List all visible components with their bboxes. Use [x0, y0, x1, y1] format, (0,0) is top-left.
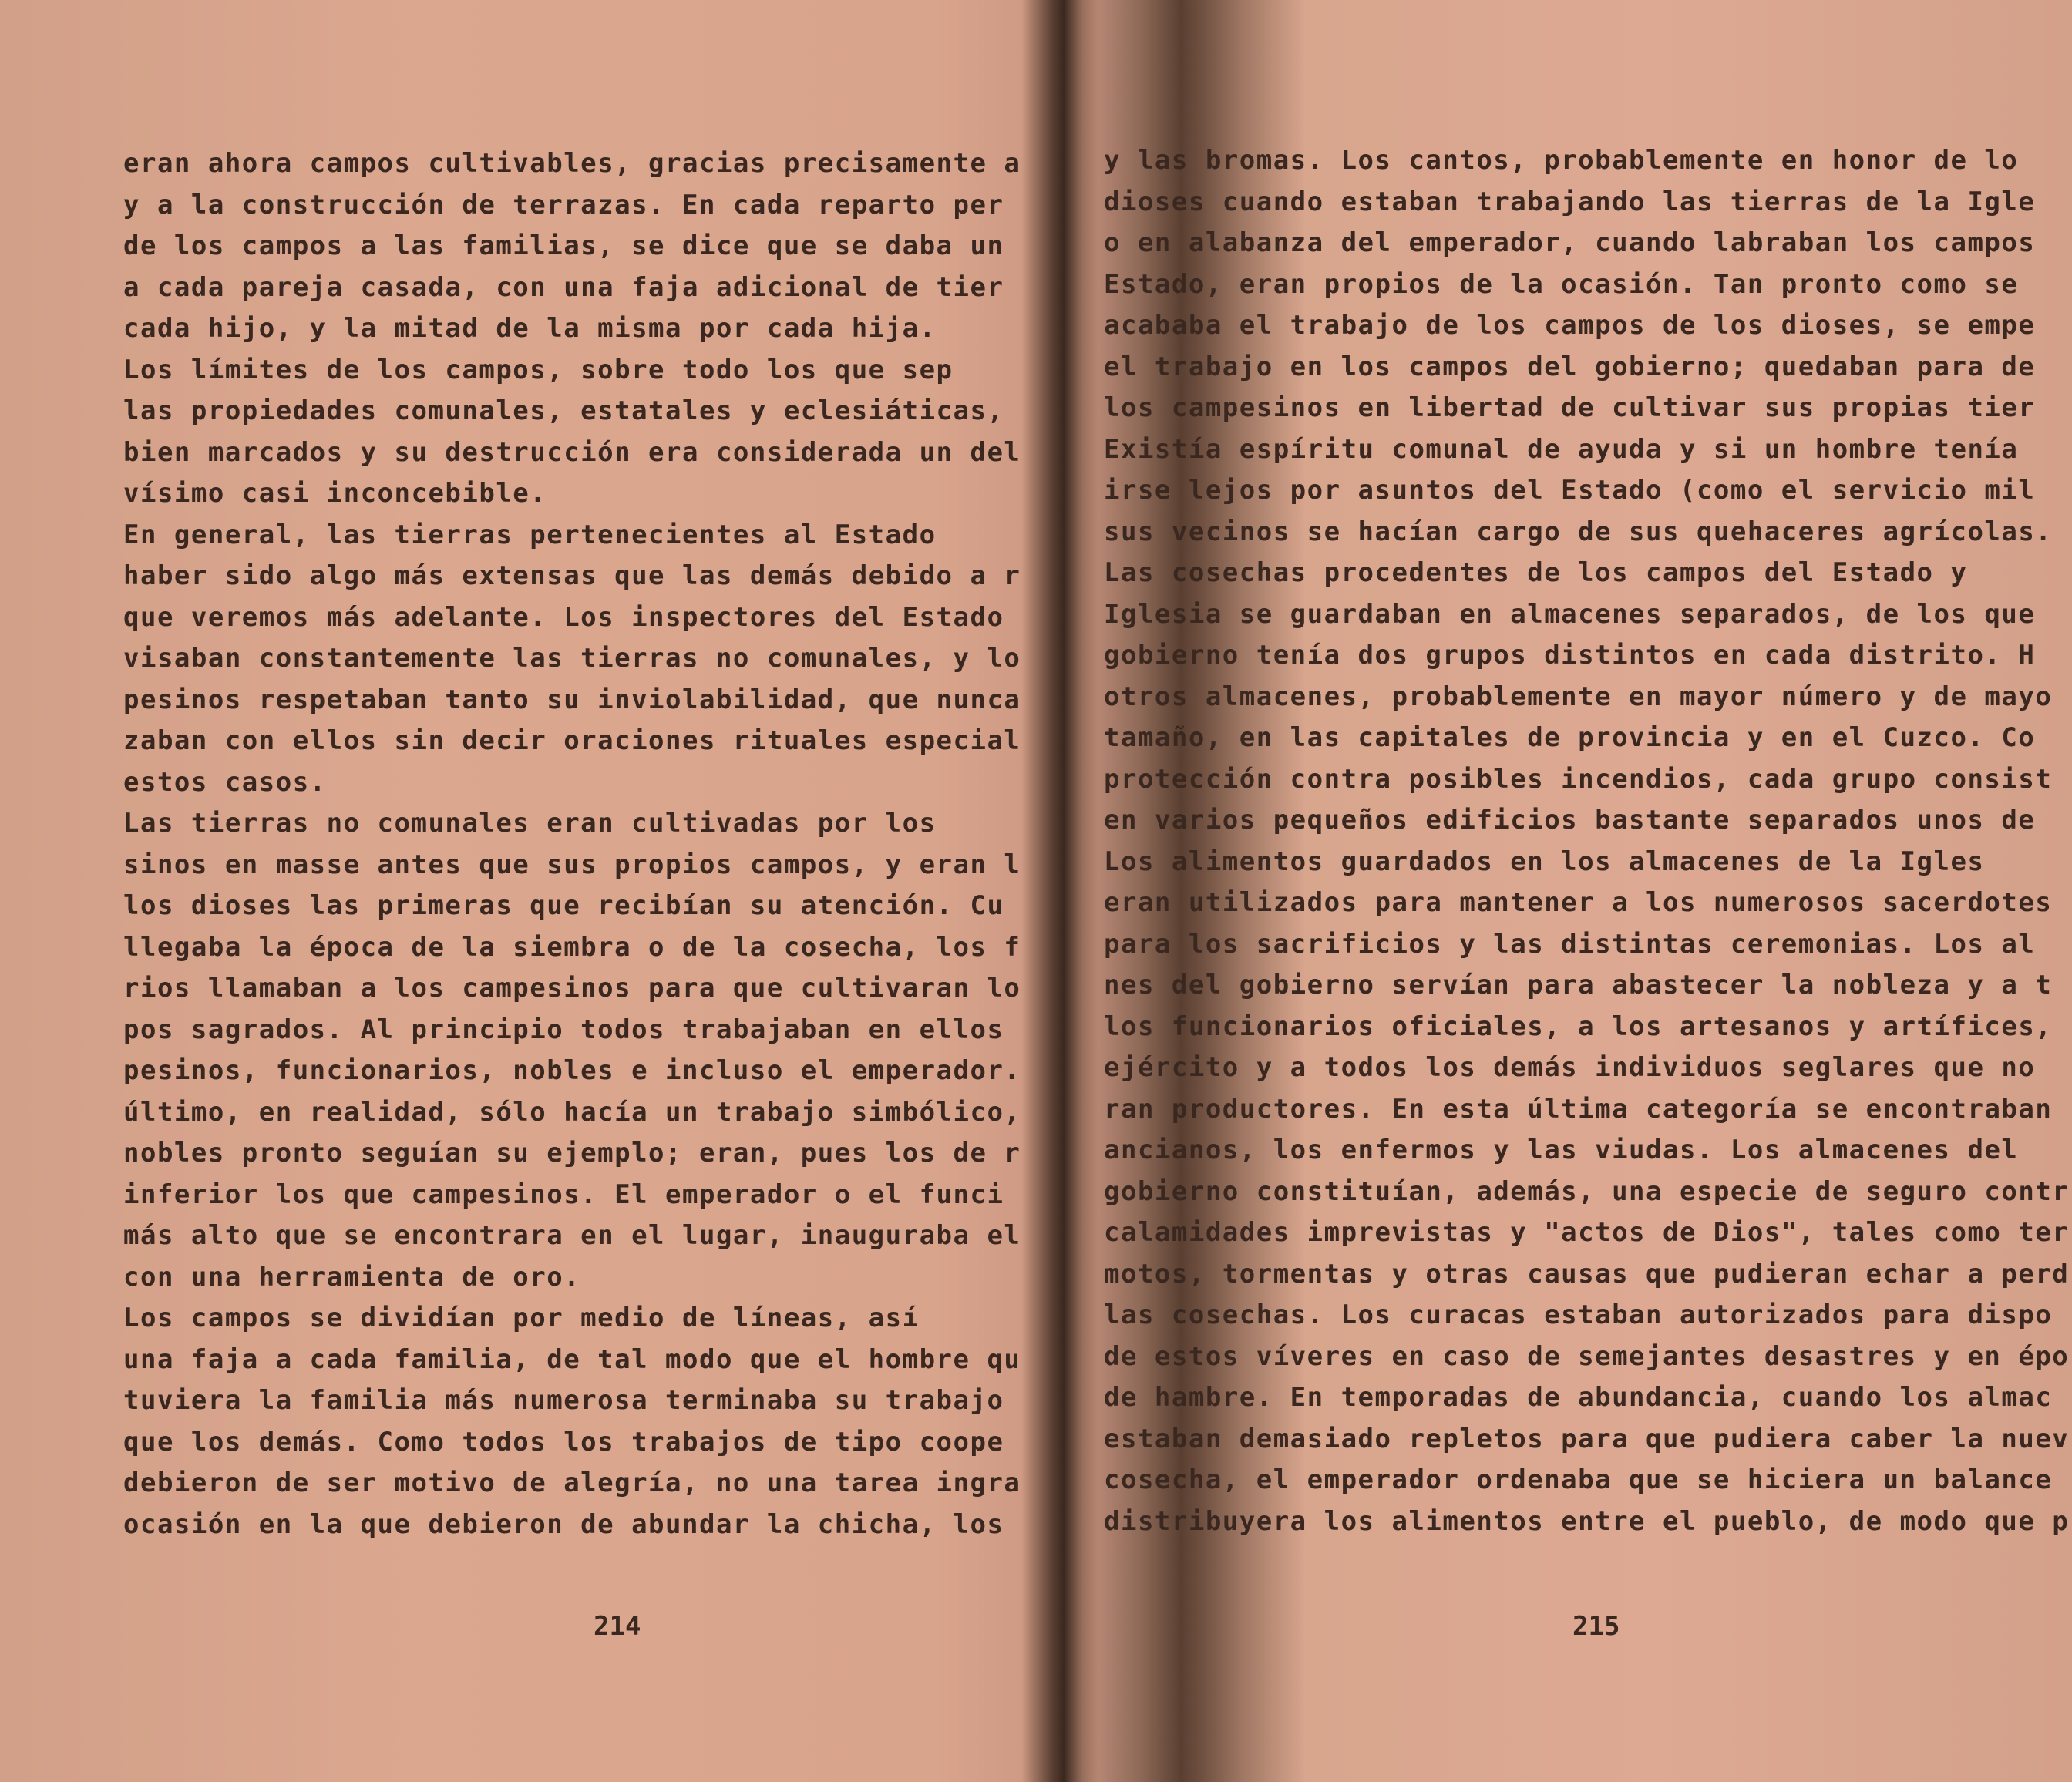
text-line: y las bromas. Los cantos, probablemente en honor de lo	[1104, 145, 2019, 176]
text-line: estos casos.	[123, 766, 327, 798]
text-line: con una herramienta de oro.	[123, 1261, 581, 1293]
text-line: estaban demasiado repletos para que pudiera caber la nuev	[1104, 1423, 2070, 1454]
text-line: protección contra posibles incendios, cada grupo consist	[1104, 763, 2053, 795]
text-line: el trabajo en los campos del gobierno; quedaban para de	[1104, 351, 2036, 382]
text-line: zaban con ellos sin decir oraciones rituales especial	[123, 725, 1021, 756]
text-line: debieron de ser motivo de alegría, no una tarea ingra	[123, 1468, 1021, 1498]
text-line: irse lejos por asuntos del Estado (como el servicio mil	[1104, 475, 2036, 506]
text-line: Las cosechas procedentes de los campos del Estado y	[1104, 557, 1968, 588]
text-line: Existía espíritu comunal de ayuda y si un hombre tenía	[1104, 433, 2019, 465]
text-line: último, en realidad, sólo hacía un trabajo simbólico,	[123, 1096, 1021, 1128]
text-line: ejército y a todos los demás individuos seglares que no	[1104, 1052, 2036, 1083]
text-line: bien marcados y su destrucción era considerada un del	[123, 436, 1021, 468]
right-page-number: 215	[1572, 1611, 1620, 1642]
text-line: pos sagrados. Al principio todos trabajaban en ellos	[123, 1014, 1004, 1045]
text-line: rios llamaban a los campesinos para que cultivaran lo	[123, 973, 1021, 1004]
text-line: tuviera la familia más numerosa terminaba su trabajo	[123, 1385, 1004, 1416]
text-line: cosecha, el emperador ordenaba que se hiciera un balance	[1104, 1464, 2053, 1495]
left-page-text	[123, 143, 1021, 1545]
text-line: ancianos, los enfermos y las viudas. Los almacenes del	[1104, 1135, 2019, 1165]
text-line: gobierno tenía dos grupos distintos en cada distrito. H	[1104, 640, 2036, 671]
text-line: otros almacenes, probablemente en mayor número y de mayo	[1104, 681, 2053, 712]
text-line: para los sacrificios y las distintas ceremonias. Los al	[1104, 928, 2036, 960]
text-line: inferior los que campesinos. El emperador o el funci	[123, 1178, 1004, 1210]
text-line: distribuyera los alimentos entre el pueblo, de modo que p	[1104, 1505, 2070, 1537]
text-line: pesinos, funcionarios, nobles e incluso el emperador.	[123, 1055, 1021, 1086]
text-line: acababa el trabajo de los campos de los dioses, se empe	[1104, 310, 2036, 341]
text-line: sus vecinos se hacían cargo de sus quehaceres agrícolas.	[1104, 516, 2053, 547]
text-line: ocasión en la que debieron de abundar la chicha, los	[123, 1508, 1004, 1540]
text-line: de estos víveres en caso de semejantes desastres y en épo	[1104, 1340, 2070, 1372]
text-line: eran utilizados para mantener a los numerosos sacerdotes	[1104, 887, 2053, 918]
text-line: Iglesia se guardaban en almacenes separados, de los que	[1104, 598, 2036, 630]
text-line: motos, tormentas y otras causas que pudieran echar a perd	[1104, 1258, 2070, 1289]
text-line: nobles pronto seguían su ejemplo; eran, pues los de r	[123, 1138, 1021, 1168]
text-line: gobierno constituían, además, una especie de seguro contr	[1104, 1175, 2070, 1207]
text-line: en varios pequeños edificios bastante separados unos de	[1104, 805, 2036, 836]
text-line: a cada pareja casada, con una faja adicional de tier	[123, 271, 1004, 303]
text-line: vísimo casi inconcebible.	[123, 478, 547, 509]
text-line: los dioses las primeras que recibían su atención. Cu	[123, 890, 1004, 921]
text-line: de hambre. En temporadas de abundancia, cuando los almac	[1104, 1382, 2053, 1413]
text-line: Estado, eran propios de la ocasión. Tan pronto como se	[1104, 268, 2019, 300]
text-line: Los límites de los campos, sobre todo los que sep	[123, 354, 954, 385]
left-page-number: 214	[594, 1611, 641, 1642]
text-line: las propiedades comunales, estatales y eclesiáticas,	[123, 395, 1004, 426]
text-line: una faja a cada familia, de tal modo que el hombre qu	[123, 1343, 1021, 1375]
text-line: que veremos más adelante. Los inspectores del Estado	[123, 601, 1004, 633]
text-line: ran productores. En esta última categoría se encontraban	[1104, 1093, 2053, 1125]
text-line: Las tierras no comunales eran cultivadas por los	[123, 808, 937, 839]
text-line: cada hijo, y la mitad de la misma por cada hija.	[123, 313, 937, 344]
text-line: sinos en masse antes que sus propios campos, y eran l	[123, 849, 1021, 880]
text-line: las cosechas. Los curacas estaban autorizados para dispo	[1104, 1300, 2053, 1330]
text-line: llegaba la época de la siembra o de la cosecha, los f	[123, 931, 1021, 963]
text-line: visaban constantemente las tierras no comunales, y lo	[123, 643, 1021, 674]
text-line: En general, las tierras pertenecientes al Estado	[123, 519, 937, 550]
text-line: más alto que se encontrara en el lugar, inauguraba el	[123, 1220, 1021, 1251]
right-page	[1087, 0, 2072, 1782]
text-line: tamaño, en las capitales de provincia y en el Cuzco. Co	[1104, 722, 2036, 753]
text-line: de los campos a las familias, se dice que se daba un	[123, 230, 1004, 261]
text-line: haber sido algo más extensas que las demás debido a r	[123, 560, 1021, 591]
text-line: dioses cuando estaban trabajando las tierras de la Igle	[1104, 186, 2036, 217]
text-line: pesinos respetaban tanto su inviolabilidad, que nunca	[123, 684, 1021, 715]
text-line: los funcionarios oficiales, a los artesanos y artífices,	[1104, 1010, 2053, 1042]
text-line: nes del gobierno servían para abastecer la nobleza y a t	[1104, 970, 2053, 1000]
text-line: y a la construcción de terrazas. En cada reparto per	[123, 189, 1004, 220]
text-line: eran ahora campos cultivables, gracias precisamentе a	[123, 148, 1021, 179]
text-line: los campesinos en libertad de cultivar sus propias tier	[1104, 392, 2036, 423]
text-line: o en alabanza del emperador, cuando labraban los campos	[1104, 227, 2036, 258]
text-line: Los alimentos guardados en los almacenes de la Igles	[1104, 846, 1985, 877]
text-line: que los demás. Como todos los trabajos de tipo coope	[123, 1426, 1004, 1458]
left-page	[0, 0, 1033, 1782]
text-line: calamidades imprevistas y "actos de Dios", tales como ter	[1104, 1217, 2070, 1248]
text-line: Los campos se dividían por medio de líneas, así	[123, 1303, 920, 1333]
right-page-text	[1104, 140, 2069, 1542]
